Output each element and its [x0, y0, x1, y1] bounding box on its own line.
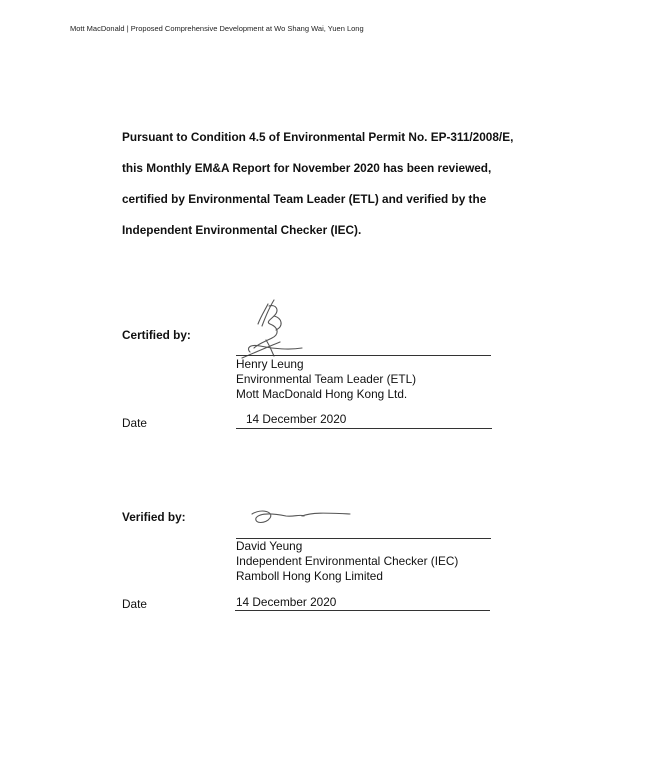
verifier-details [236, 539, 458, 584]
verifier-title: Independent Environmental Checker (IEC) [236, 554, 459, 568]
certifier-company: Mott MacDonald Hong Kong Ltd. [236, 387, 408, 401]
verified-date-label: Date [122, 597, 147, 611]
verifier-company: Ramboll Hong Kong Limited [236, 569, 383, 583]
verified-by-label: Verified by: [122, 510, 186, 524]
certifier-title: Environmental Team Leader (ETL) [236, 372, 417, 386]
statement-line: certified by Environmental Team Leader (ETL) and verified by the [122, 192, 487, 206]
page-header: Mott MacDonald | Proposed Comprehensive Development at Wo Shang Wai, Yuen Long [70, 24, 364, 33]
certified-date-line [236, 428, 492, 429]
certifier-name: Henry Leung [236, 357, 304, 371]
verifier-name: David Yeung [236, 539, 303, 553]
certification-statement [122, 130, 602, 254]
statement-line: Independent Environmental Checker (IEC). [122, 223, 362, 237]
certified-date-value: 14 December 2020 [246, 412, 347, 426]
certified-by-label: Certified by: [122, 328, 191, 342]
verified-date-line [235, 610, 490, 611]
certified-date-label: Date [122, 416, 147, 430]
certifier-details [236, 357, 416, 402]
verified-date-value: 14 December 2020 [236, 595, 337, 609]
statement-line: this Monthly EM&A Report for November 2020 has been reviewed, [122, 161, 492, 175]
certifier-signature-line [236, 355, 491, 356]
verifier-signature [248, 504, 358, 530]
statement-line: Pursuant to Condition 4.5 of Environmental Permit No. EP-311/2008/E, [122, 130, 514, 144]
